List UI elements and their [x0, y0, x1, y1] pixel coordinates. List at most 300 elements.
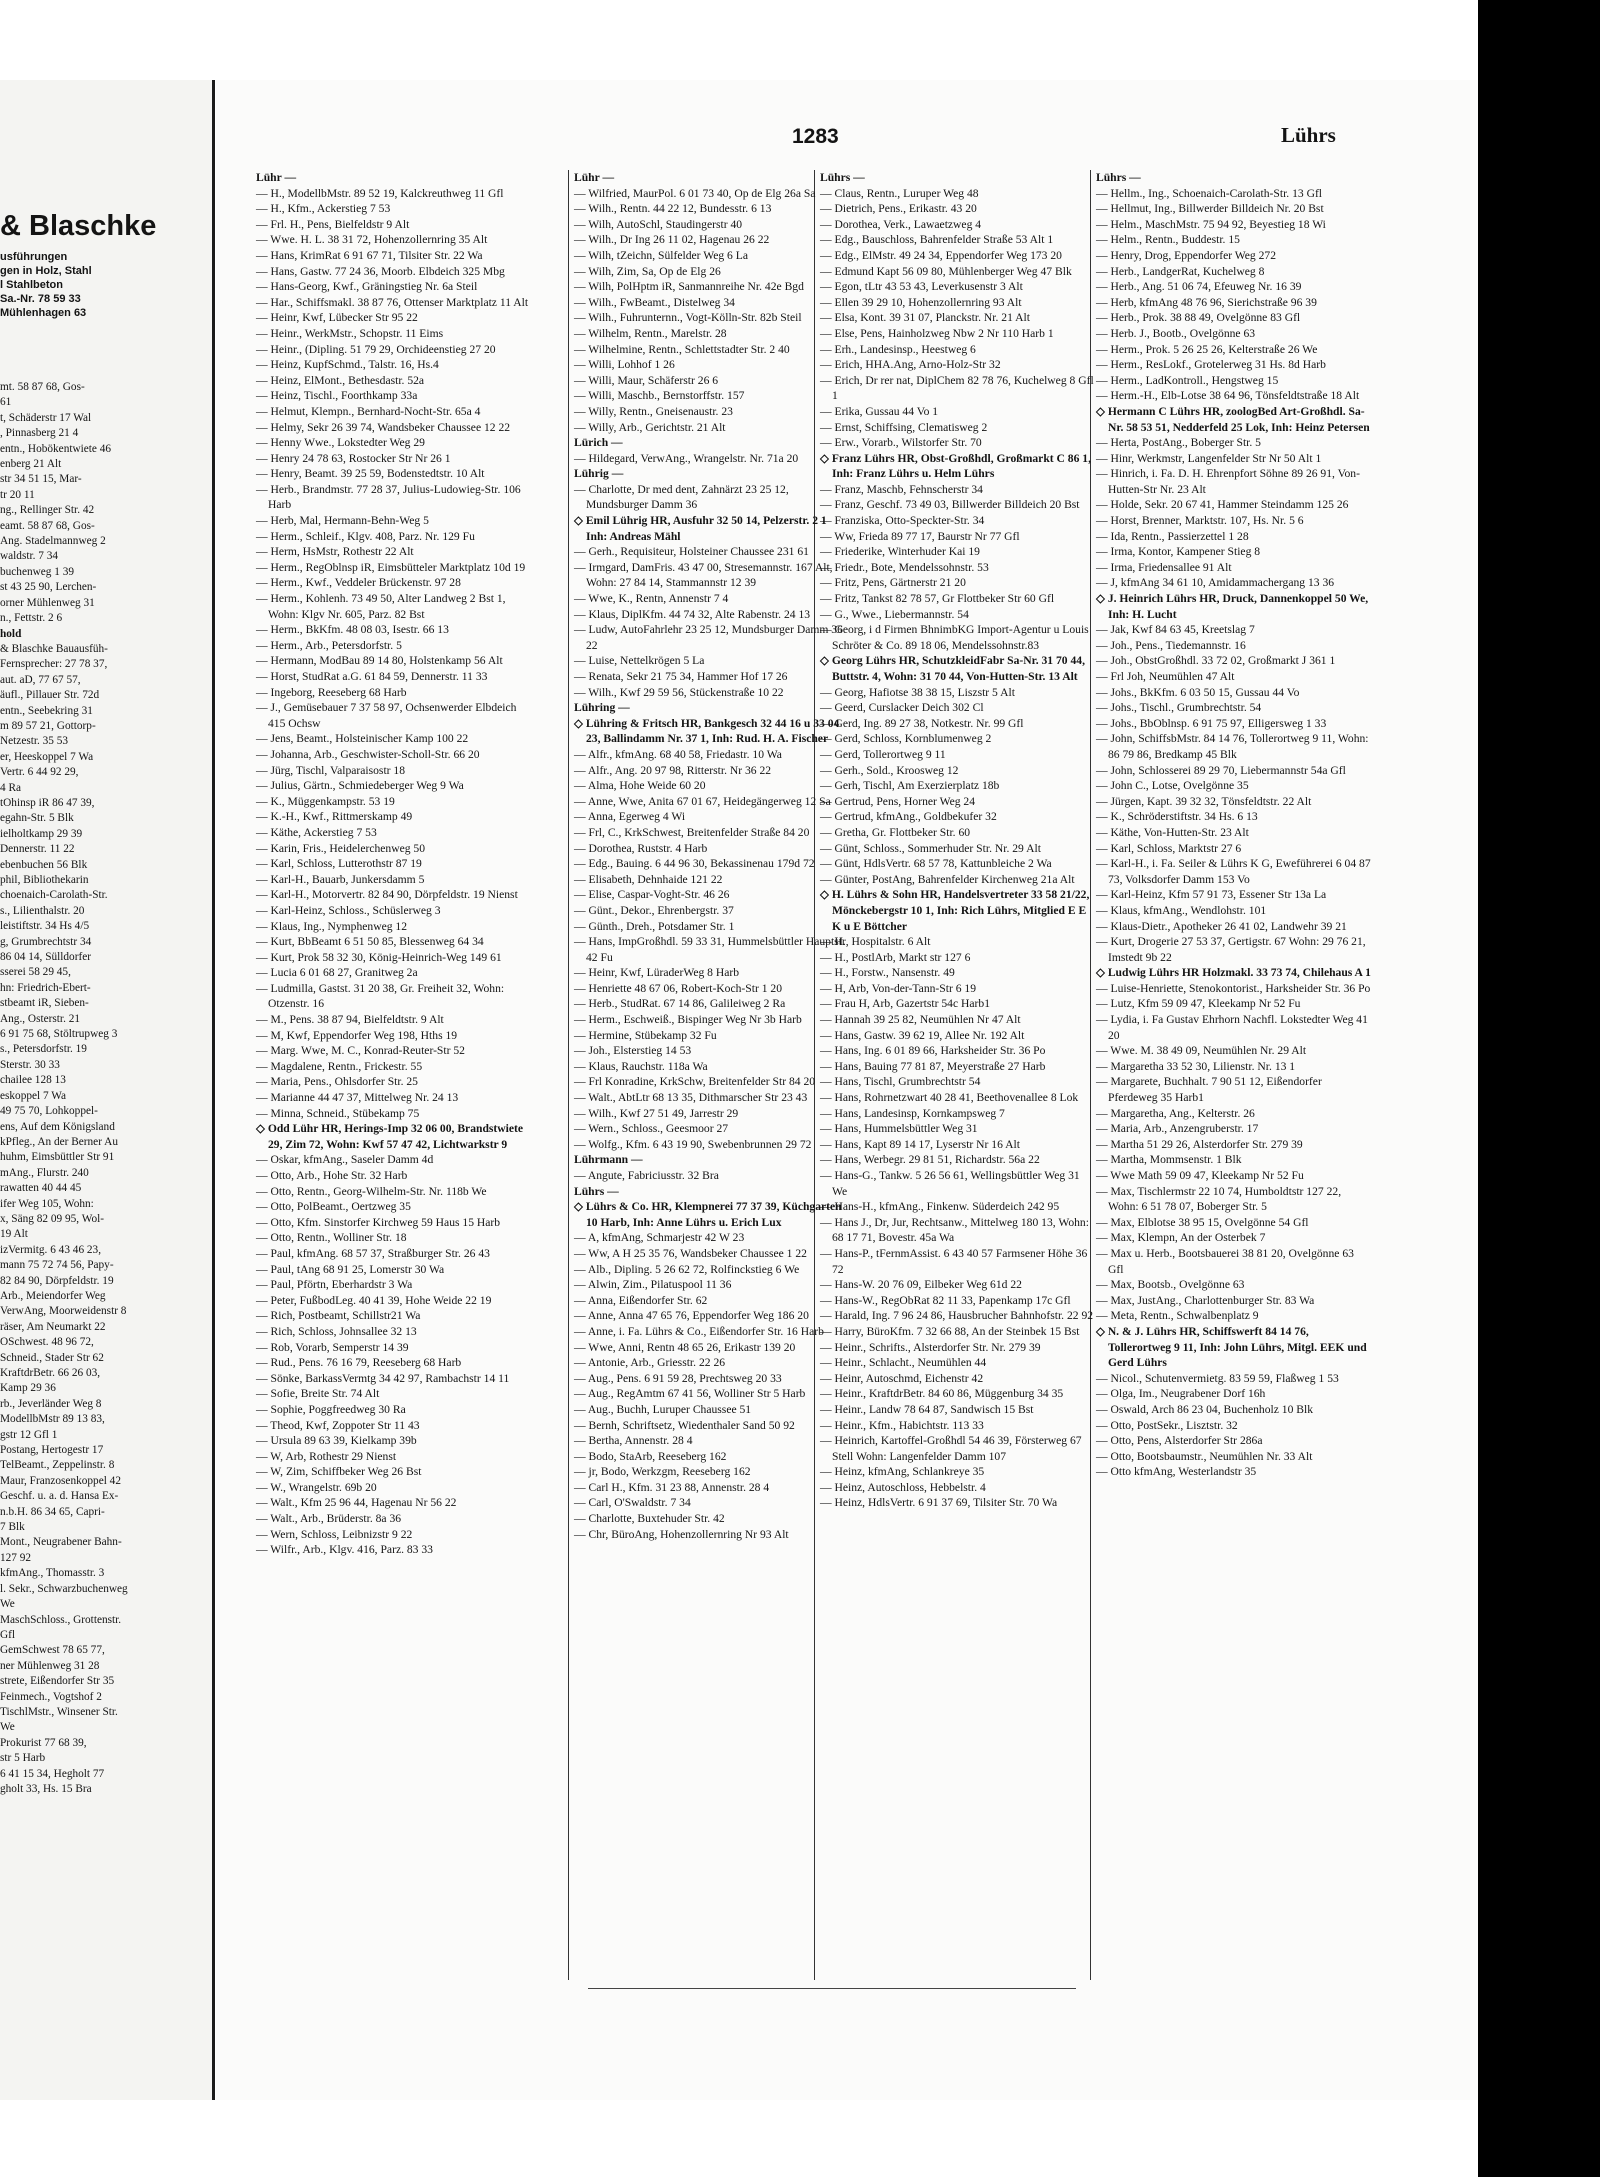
directory-entry: — Sofie, Breite Str. 74 Alt: [256, 1387, 380, 1401]
left-page-line: gstr 12 Gfl 1: [0, 1428, 58, 1441]
directory-entry: — Frl Konradine, KrkSchw, Breitenfelder Str 84 20: [574, 1075, 816, 1089]
directory-entry: — Egon, tLtr 43 53 43, Leverkusenstr 3 Alt: [820, 280, 1023, 294]
directory-entry: — Willy, Arb., Gerichtstr. 21 Alt: [574, 420, 726, 434]
directory-entry: — Gerh., Requisiteur, Holsteiner Chaussee 231 61: [574, 545, 809, 559]
left-ad-line: usführungen: [0, 251, 68, 263]
left-page-line: Gfl: [0, 1628, 16, 1641]
directory-entry: — Willi, Maur, Schäferstr 26 6: [574, 373, 719, 387]
directory-entry: — Rich, Schloss, Johnsallee 32 13: [256, 1324, 417, 1338]
directory-entry: — Heinr, Kwf, Lübecker Str 95 22: [256, 311, 418, 325]
directory-entry: — Heinr, Autoschmd, Eichenstr 42: [820, 1371, 984, 1385]
directory-entry: — Alfr., Ang. 20 97 98, Ritterstr. Nr 36 22: [574, 763, 772, 777]
left-page-line: waldstr. 7 34: [0, 550, 59, 563]
directory-entry: — H., Forstw., Nansenstr. 49: [820, 966, 955, 980]
left-page-line: str 34 51 15, Mar-: [0, 473, 82, 486]
directory-entry: — Edg., ElMstr. 49 24 34, Eppendorfer Weg 173 20: [820, 248, 1062, 262]
directory-entry: — Hellm., Ing., Schoenaich-Carolath-Str. 13 Gfl: [1096, 186, 1323, 200]
left-page-line: Ang., Osterstr. 21: [0, 1012, 81, 1025]
directory-entry: — Hans, Tischl, Grumbrechtstr 54: [820, 1075, 981, 1089]
firm-entry: ◇ Georg Lührs HR, SchutzkleidFabr Sa-Nr. 31 70 44, Buttstr. 4, Wohn: 31 70 44, Von-Hutten-Str. 13 Alt: [820, 654, 1085, 683]
left-page-line: Ang. Stadelmannweg 2: [0, 535, 106, 548]
directory-entry: — Elise, Caspar-Voght-Str. 46 26: [574, 888, 730, 902]
left-page-line: , Pinnasberg 21 4: [0, 427, 79, 440]
left-page-line: hold: [0, 627, 22, 640]
firm-entry: ◇ Ludwig Lührs HR Holzmakl. 33 73 74, Chilehaus A 1: [1096, 966, 1371, 980]
left-page-line: Vertr. 6 44 92 29,: [0, 766, 79, 779]
directory-entry: — Martha, Mommsenstr. 1 Blk: [1096, 1153, 1242, 1167]
directory-entry: — Heinz, kfmAng, Schlankreye 35: [820, 1465, 985, 1479]
directory-entry: — Herb, kfmAng 48 76 96, Sierichstraße 96 39: [1096, 295, 1317, 309]
directory-entry: — M., Pens. 38 87 94, Bielfeldtstr. 9 Alt: [256, 1013, 444, 1027]
left-page-line: s., Petersdorfstr. 19: [0, 1043, 87, 1056]
directory-entry: — Lutz, Kfm 59 09 47, Kleekamp Nr 52 Fu: [1096, 997, 1301, 1011]
left-ad-line: Mühlenhagen 63: [0, 307, 87, 319]
firm-entry: ◇ Emil Lührig HR, Ausfuhr 32 50 14, Pelzerstr. 2 1 Inh: Andreas Mähl: [574, 514, 827, 543]
directory-entry: — Frl. H., Pens, Bielfeldstr 9 Alt: [256, 217, 410, 231]
directory-entry: — Magdalene, Rentn., Frickestr. 55: [256, 1059, 423, 1073]
left-page-line: kfmAng., Thomasstr. 3: [0, 1567, 105, 1580]
directory-entry: — Alwin, Zim., Pilatuspool 11 36: [574, 1278, 732, 1292]
directory-page: [216, 80, 1478, 2100]
directory-entry: — Ludmilla, Gastst. 31 20 38, Gr. Freiheit 32, Wohn: Otzenstr. 16: [256, 981, 505, 1011]
left-page-line: st 43 25 90, Lerchen-: [0, 581, 97, 594]
directory-entry: — Wilh., Fuhrunternn., Vogt-Kölln-Str. 82b Steil: [574, 311, 802, 325]
directory-entry: — Hellmut, Ing., Billwerder Billdeich Nr. 20 Bst: [1096, 202, 1324, 216]
scanner-background: [1478, 0, 1600, 2177]
left-page-line: ifer Weg 105, Wohn:: [0, 1197, 94, 1210]
directory-entry: — Edg., Bauschloss, Bahrenfelder Straße 53 Alt 1: [820, 233, 1054, 247]
directory-entry: — Wilfr., Arb., Klgv. 416, Parz. 83 33: [256, 1543, 433, 1557]
left-page-line: We: [0, 1721, 15, 1734]
left-page-line: äufl., Pillauer Str. 72d: [0, 689, 100, 702]
left-page-line: 49 75 70, Lohkoppel-: [0, 1105, 98, 1118]
directory-entry: — Otto kfmAng, Westerlandstr 35: [1096, 1465, 1257, 1479]
directory-entry: — H., PostlArb, Markt str 127 6: [820, 950, 971, 964]
left-page-line: Fernsprecher: 27 78 37,: [0, 658, 108, 671]
directory-entry: — Nicol., Schutenvermietg. 83 59 59, Flaßweg 1 53: [1096, 1371, 1339, 1385]
directory-entry: — Hinr, Werkmstr, Langenfelder Str Nr 50 Alt 1: [1096, 451, 1322, 465]
left-page-line: 4 Ra: [0, 781, 22, 794]
directory-entry: — Joh., Elsterstieg 14 53: [574, 1044, 692, 1058]
left-page-line: x, Säng 82 09 95, Wol-: [0, 1212, 105, 1225]
directory-entry: — Günt, HdlsVertr. 68 57 78, Kattunbleiche 2 Wa: [820, 857, 1052, 871]
directory-entry: — Herm., BkKfm. 48 08 03, Isestr. 66 13: [256, 623, 449, 637]
directory-entry: — Gerh., Sold., Kroosweg 12: [820, 763, 959, 777]
firm-entry: ◇ Hermann C Lührs HR, zoologBed Art-Großhdl. Sa-Nr. 58 53 51, Nedderfeld 25 Lok, Inh: Heinz Petersen: [1096, 404, 1370, 434]
directory-entry: — Meta, Rentn., Schwalbenplatz 9: [1096, 1309, 1259, 1323]
directory-entry: — Erika, Gussau 44 Vo 1: [820, 404, 939, 418]
directory-entry: — Erw., Vorarb., Wilstorfer Str. 70: [820, 436, 982, 450]
directory-entry: — Gerd, Ing. 89 27 38, Notkestr. Nr. 99 Gfl: [820, 716, 1024, 730]
directory-entry: — W, Zim, Schiffbeker Weg 26 Bst: [256, 1465, 422, 1479]
directory-entry: — Henry 24 78 63, Rostocker Str Nr 26 1: [256, 451, 451, 465]
left-page-line: 6 91 75 68, Stöltrupweg 3: [0, 1028, 118, 1041]
directory-entry: — Herm., Kwf., Veddeler Brückenstr. 97 28: [256, 576, 461, 590]
directory-entry: — Klaus, Rauchstr. 118a Wa: [574, 1059, 708, 1073]
directory-entry: — Johanna, Arb., Geschwister-Scholl-Str. 66 20: [256, 747, 480, 761]
left-page-line: TelBeamt., Zeppelinstr. 8: [0, 1459, 115, 1472]
directory-entry: — Wilh, Zim, Sa, Op de Elg 26: [574, 264, 721, 278]
directory-entry: — Ursula 89 63 39, Kielkamp 39b: [256, 1434, 417, 1448]
directory-entry: — Marianne 44 47 37, Mittelweg Nr. 24 13: [256, 1091, 459, 1105]
left-page-line: g, Grumbrechtstr 34: [0, 935, 92, 948]
directory-entry: — Gerd, Schloss, Kornblumenweg 2: [820, 732, 992, 746]
directory-entry: — Heinr., KraftdrBetr. 84 60 86, Müggenburg 34 35: [820, 1387, 1064, 1401]
directory-entry: — Joh., Pens., Tiedemannstr. 16: [1096, 638, 1246, 652]
left-page-line: tOhinsp iR 86 47 39,: [0, 796, 95, 809]
directory-entry: — Herm., LadKontroll., Hengstweg 15: [1096, 373, 1279, 387]
directory-entry: — Otto, Kfm. Sinstorfer Kirchweg 59 Haus 15 Harb: [256, 1215, 501, 1229]
directory-entry: — Otto, Rentn., Wolliner Str. 18: [256, 1231, 407, 1245]
directory-entry: — Hermann, ModBau 89 14 80, Holstenkamp 56 Alt: [256, 654, 503, 668]
directory-entry: — K.-H., Kwf., Rittmerskamp 49: [256, 810, 413, 824]
directory-entry: — Georg, i d Firmen BhnimbKG Import-Agentur u Louis Schröter & Co. 89 18 06, Mendelssohnstr.83: [820, 623, 1089, 652]
directory-entry: — H, Arb, Von-der-Tann-Str 6 19: [820, 981, 976, 995]
left-page-line: Schneid., Stader Str 62: [0, 1351, 104, 1364]
directory-entry: — Jürgen, Kapt. 39 32 32, Tönsfeldtstr. 22 Alt: [1096, 794, 1312, 808]
left-page-line: GemSchwest 78 65 77,: [0, 1644, 105, 1657]
directory-entry: — Hans, ImpGroßhdl. 59 33 31, Hummelsbüttler Hauptstr 42 Fu: [574, 935, 846, 964]
directory-column-2: [574, 170, 849, 1542]
directory-entry: — Willy, Rentn., Gneisenaustr. 23: [574, 404, 733, 418]
directory-entry: — Heinz, Tischl., Foorthkamp 33a: [256, 389, 418, 403]
left-page-line: 6 41 15 34, Hegholt 77: [0, 1767, 105, 1780]
directory-entry: — Günter, PostAng, Bahrenfelder Kirchenweg 21a Alt: [820, 872, 1075, 886]
directory-entry: — Herb., Brandmstr. 77 28 37, Julius-Ludowieg-Str. 106 Harb: [256, 482, 521, 512]
directory-entry: — Claus, Rentn., Luruper Weg 48: [820, 186, 979, 200]
directory-entry: — Helmy, Sekr 26 39 74, Wandsbeker Chaussee 12 22: [256, 420, 511, 434]
directory-entry: — Otto, Arb., Hohe Str. 32 Harb: [256, 1169, 408, 1182]
left-page-line: TischlMstr., Winsener Str.: [0, 1705, 118, 1718]
directory-entry: — Hans, KrimRat 6 91 67 71, Tilsiter Str. 22 Wa: [256, 248, 483, 262]
directory-entry: — Erich, Dr rer nat, DiplChem 82 78 76, Kuchelweg 8 Gfl 1: [820, 373, 1094, 403]
directory-entry: — Helm., MaschMstr. 75 94 92, Beyestieg 18 Wi: [1096, 217, 1326, 231]
left-page-line: VerwAng, Moorweidenstr 8: [0, 1305, 127, 1318]
directory-entry: — Henry, Drog, Eppendorfer Weg 272: [1096, 248, 1277, 262]
directory-entry: — Herm., Kohlenh. 73 49 50, Alter Landweg 2 Bst 1, Wohn: Klgv Nr. 605, Parz. 82 Bst: [256, 592, 506, 621]
left-page-line: gholt 33, Hs. 15 Bra: [0, 1782, 92, 1795]
directory-entry: — Edmund Kapt 56 09 80, Mühlenberger Weg 47 Blk: [820, 264, 1072, 278]
left-page-line: ner Mühlenweg 31 28: [0, 1659, 100, 1672]
directory-entry: — Chr, BüroAng, Hohenzollernring Nr 93 Alt: [574, 1527, 789, 1541]
left-page-line: eskoppel 7 Wa: [0, 1089, 67, 1102]
left-page-line: m 89 57 21, Gottorp-: [0, 719, 96, 732]
directory-entry: — Karl-Heinz, Kfm 57 91 73, Essener Str 13a La: [1096, 888, 1327, 902]
left-page-line: KraftdrBetr. 66 26 03,: [0, 1367, 101, 1379]
directory-entry: — Aug., Pens. 6 91 59 28, Prechtsweg 20 33: [574, 1371, 782, 1385]
directory-entry: — Friederike, Winterhuder Kai 19: [820, 545, 980, 559]
directory-entry: — Charlotte, Dr med dent, Zahnärzt 23 25 12, Mundsburger Damm 36: [574, 482, 789, 512]
left-page-line: choenaich-Carolath-Str.: [0, 889, 108, 902]
firm-entry: ◇ Franz Lührs HR, Obst-Großhdl, Großmarkt C 86 1, Inh: Franz Lührs u. Helm Lührs: [820, 451, 1091, 481]
directory-entry: — Minna, Schneid., Stübekamp 75: [256, 1106, 420, 1120]
directory-entry: — Ww, A H 25 35 76, Wandsbeker Chaussee 1 22: [574, 1246, 807, 1260]
directory-entry: — Otto, PolBeamt., Oertzweg 35: [256, 1200, 411, 1214]
left-page-line: Postang, Hertogestr 17: [0, 1444, 104, 1457]
left-page-heading: & Blaschke: [0, 210, 157, 242]
left-page-line: Feinmech., Vogtshof 2: [0, 1690, 102, 1703]
directory-entry: — Max, Bootsb., Ovelgönne 63: [1096, 1278, 1245, 1292]
directory-entry: — Rud., Pens. 76 16 79, Reeseberg 68 Harb: [256, 1356, 462, 1370]
left-page-line: t, Schäderstr 17 Wal: [0, 411, 92, 424]
directory-entry: — Hans-Georg, Kwf., Gräningstieg Nr. 6a Steil: [256, 280, 478, 294]
directory-entry: — Erich, HHA.Ang, Arno-Holz-Str 32: [820, 358, 1001, 372]
directory-entry: — Hans-W., RegObRat 82 11 33, Papenkamp 17c Gfl: [820, 1293, 1071, 1307]
left-page-line: egahn-Str. 5 Blk: [0, 812, 74, 825]
left-page-line: Maur, Franzosenkoppel 42: [0, 1474, 121, 1487]
directory-entry: — Otto, Pens, Alsterdorfer Str 286a: [1096, 1434, 1263, 1448]
directory-entry: — Ida, Rentn., Passierzettel 1 28: [1096, 529, 1249, 543]
directory-entry: — H., Hospitalstr. 6 Alt: [820, 935, 931, 949]
directory-entry: — Klaus, kfmAng., Wendlohstr. 101: [1096, 903, 1267, 917]
directory-entry: — Herta, PostAng., Boberger Str. 5: [1096, 436, 1261, 450]
left-page-line: aut. aD, 77 67 57,: [0, 673, 81, 686]
directory-entry: — Aug., Buchh, Luruper Chaussee 51: [574, 1402, 752, 1416]
directory-entry: — Luise-Henriette, Stenokontorist., Harksheider Str. 36 Po: [1096, 981, 1371, 995]
left-page-line: 19 Alt: [0, 1228, 28, 1241]
directory-entry: — Margarete, Buchhalt. 7 90 51 12, Eißendorfer Pferdeweg 35 Harb1: [1096, 1075, 1322, 1105]
directory-entry: — Alb., Dipling. 5 26 62 72, Rolfinckstieg 6 We: [574, 1262, 800, 1276]
directory-entry: — Hildegard, VerwAng., Wrangelstr. Nr. 71a 20: [574, 451, 799, 465]
left-page-line: 61: [0, 396, 12, 409]
directory-entry: — Wilh., Kwf 29 59 56, Stückenstraße 10 22: [574, 685, 784, 699]
left-page-line: ng., Rellinger Str. 42: [0, 504, 95, 517]
directory-entry: — Wilhelm, Rentn., Marelstr. 28: [574, 326, 727, 340]
directory-entry: — Wwe. M. 38 49 09, Neumühlen Nr. 29 Alt: [1096, 1044, 1307, 1058]
directory-entry: — Hinrich, i. Fa. D. H. Ehrenpfort Söhne 89 26 91, Von-Hutten-Str Nr. 23 Alt: [1096, 467, 1360, 496]
directory-entry: — Paul, kfmAng. 68 57 37, Straßburger Str. 26 43: [256, 1246, 490, 1260]
directory-entry: — Kurt, BbBeamt 6 51 50 85, Blessenweg 64 34: [256, 935, 484, 949]
directory-entry: — Julius, Gärtn., Schmiedeberger Weg 9 Wa: [256, 779, 464, 793]
directory-entry: — Helm., Rentn., Buddestr. 15: [1096, 233, 1240, 247]
directory-entry: — Karl-H., Motorvertr. 82 84 90, Dörpfeldstr. 19 Nienst: [256, 888, 518, 902]
directory-entry: — Herb, Mal, Hermann-Behn-Weg 5: [256, 514, 429, 528]
directory-entry: — Heinz, KupfSchmd., Talstr. 16, Hs.4: [256, 358, 439, 372]
left-page-line: enberg 21 Alt: [0, 458, 62, 471]
left-page-line: Dennerstr. 11 22: [0, 843, 75, 856]
directory-entry: — Fritz, Tankst 82 78 57, Gr Flottbeker Str 60 Gfl: [820, 592, 1055, 606]
column-rule: [568, 170, 569, 1980]
directory-entry: — Henry, Beamt. 39 25 59, Bodenstedtstr. 10 Alt: [256, 467, 485, 481]
directory-entry: — Wolfg., Kfm. 6 43 19 90, Swebenbrunnen 29 72: [574, 1137, 812, 1151]
directory-entry: — Ww, Frieda 89 77 17, Baurstr Nr 77 Gfl: [820, 529, 1020, 543]
directory-entry: — Herb., Prok. 38 88 49, Ovelgönne 83 Gfl: [1096, 311, 1301, 325]
directory-entry: — jr, Bodo, Werkzgm, Reeseberg 162: [574, 1465, 751, 1479]
directory-entry: — Alfr., kfmAng. 68 40 58, Friedastr. 10 Wa: [574, 747, 782, 761]
left-page-line: l. Sekr., Schwarzbuchenweg: [0, 1582, 128, 1595]
directory-entry: — Hans, Gastw. 39 62 19, Allee Nr. 192 Alt: [820, 1028, 1025, 1042]
directory-entry: — Harry, BüroKfm. 7 32 66 88, An der Steinbek 15 Bst: [820, 1324, 1080, 1338]
directory-entry: — Wilh., Dr Ing 26 11 02, Hagenau 26 22: [574, 233, 770, 247]
directory-entry: — Karl-H., i. Fa. Seiler & Lührs K G, Eweführerei 6 04 87 73, Volksdorfer Damm 153 Vo: [1096, 857, 1371, 886]
directory-entry: — Wwe, Anni, Rentn 48 65 26, Erikastr 139 20: [574, 1340, 796, 1354]
left-page-ad-text: [0, 250, 212, 320]
directory-entry: — Hans-H., kfmAng., Finkenw. Süderdeich 242 95: [820, 1200, 1060, 1214]
directory-entry: — Karl, Schloss, Lutterothstr 87 19: [256, 857, 422, 871]
directory-entry: — W., Wrangelstr. 69b 20: [256, 1480, 377, 1494]
directory-entry: — Hans, Kapt 89 14 17, Lyserstr Nr 16 Alt: [820, 1137, 1020, 1151]
left-ad-line: gen in Holz, Stahl: [0, 265, 92, 277]
directory-entry: — Heinr., Kfm., Habichtstr. 113 33: [820, 1418, 984, 1432]
directory-entry: — Carl, O'Swaldstr. 7 34: [574, 1496, 691, 1510]
directory-entry: — Wilh, AutoSchl, Staudingerstr 40: [574, 217, 743, 231]
directory-entry: — Wilh, PolHptm iR, Sanmannreihe Nr. 42e Bgd: [574, 280, 804, 294]
directory-entry: — Fritz, Pens, Gärtnerstr 21 20: [820, 576, 966, 590]
left-page-line: kPfleg., An der Berner Au: [0, 1135, 118, 1148]
directory-entry: — Har., Schiffsmakl. 38 87 76, Ottenser Marktplatz 11 Alt: [256, 295, 529, 309]
left-page-line: mt. 58 87 68, Gos-: [0, 381, 85, 393]
directory-entry: — Ernst, Schiffsing, Clematisweg 2: [820, 420, 988, 434]
directory-column-3: [820, 170, 1095, 1511]
directory-entry: — Hans, Gastw. 77 24 36, Moorb. Elbdeich 325 Mbg: [256, 264, 505, 278]
directory-entry: — Wern., Schloss., Geesmoor 27: [574, 1122, 729, 1136]
directory-entry: — Otto, PostSekr., Lisztstr. 32: [1096, 1418, 1238, 1432]
surname-heading: Lühr —: [574, 171, 615, 184]
directory-entry: — Walt., Arb., Brüderstr. 8a 36: [256, 1512, 402, 1526]
directory-entry: — Else, Pens, Hainholzweg Nbw 2 Nr 110 Harb 1: [820, 326, 1054, 340]
directory-entry: — Marg. Wwe, M. C., Konrad-Reuter-Str 52: [256, 1044, 465, 1058]
left-page-line: leistiftstr. 34 Hs 4/5: [0, 920, 90, 933]
left-page-line: hn: Friedrich-Ebert-: [0, 981, 91, 994]
left-page-line: Mont., Neugrabener Bahn-: [0, 1536, 122, 1549]
directory-entry: — Herm, HsMstr, Rothestr 22 Alt: [256, 545, 414, 559]
left-page-line: 82 84 90, Dörpfeldstr. 19: [0, 1274, 114, 1287]
directory-entry: — Karl-Heinz, Schloss., Schüslerweg 3: [256, 903, 441, 917]
directory-entry: — Max, Klempn, An der Osterbek 7: [1096, 1231, 1266, 1245]
directory-entry: — Harald, Ing. 7 96 24 86, Hausbrucher Bahnhofstr. 22 92: [820, 1309, 1094, 1323]
directory-entry: — H., ModellbMstr. 89 52 19, Kalckreuthweg 11 Gfl: [256, 186, 504, 200]
directory-entry: — Elisabeth, Dehnhaide 121 22: [574, 872, 723, 886]
surname-heading: Lührig —: [574, 467, 624, 481]
left-page-line: stbeamt iR, Sieben-: [0, 997, 89, 1010]
directory-entry: — Hans-W. 20 76 09, Eilbeker Weg 61d 22: [820, 1278, 1022, 1292]
directory-entry: — Ludw, AutoFahrlehr 23 25 12, Mundsburger Damm 36 22: [574, 623, 843, 652]
left-page-line: entn., Hobökentwiete 46: [0, 442, 112, 455]
directory-entry: — Hans, Landesinsp, Kornkampsweg 7: [820, 1106, 1005, 1120]
directory-entry: — Hans, Werbegr. 29 81 51, Richardstr. 56a 22: [820, 1153, 1040, 1167]
directory-entry: — Wilh, tZeichn, Sülfelder Weg 6 La: [574, 248, 748, 262]
left-page-line: huhm, Eimsbüttler Str 91: [0, 1151, 115, 1164]
directory-entry: — Helmut, Klempn., Bernhard-Nocht-Str. 65a 4: [256, 404, 481, 418]
left-page-line: 86 04 14, Sülldorfer: [0, 951, 91, 964]
directory-entry: — Dorothea, Verk., Lawaetzweg 4: [820, 217, 982, 231]
directory-entry: — Hermine, Stübekamp 32 Fu: [574, 1028, 717, 1042]
directory-entry: — Günth., Dreh., Potsdamer Str. 1: [574, 919, 735, 933]
directory-entry: — Heinz, Autoschloss, Hebbelstr. 4: [820, 1480, 986, 1494]
directory-entry: — Bertha, Annenstr. 28 4: [574, 1434, 693, 1448]
directory-entry: — Herm., RegOblnsp iR, Eimsbütteler Marktplatz 10d 19: [256, 560, 526, 574]
surname-heading: Lühring —: [574, 701, 630, 715]
directory-entry: — Lydia, i. Fa Gustav Ehrhorn Nachfl. Lokstedter Weg 41 20: [1096, 1013, 1368, 1042]
left-page-line: chailee 128 13: [0, 1074, 66, 1087]
directory-entry: — Joh., ObstGroßhdl. 33 72 02, Großmarkt J 361 1: [1096, 654, 1336, 668]
surname-heading: Lührmann —: [574, 1153, 643, 1167]
directory-entry: — G., Wwe., Liebermannstr. 54: [820, 607, 969, 621]
firm-entry: ◇ N. & J. Lührs HR, Schiffswerft 84 14 76, Tollerortweg 9 11, Inh: John Lührs, Mitgl. EEK und Gerd Lührs: [1096, 1324, 1367, 1370]
surname-heading: Lürich —: [574, 436, 623, 450]
directory-entry: — Käthe, Von-Hutten-Str. 23 Alt: [1096, 825, 1249, 839]
directory-entry: — Heinr, Kwf, LüraderWeg 8 Harb: [574, 966, 740, 980]
directory-entry: — Hans-G., Tankw. 5 26 56 61, Wellingsbüttler Weg 31 We: [820, 1169, 1080, 1198]
left-page-line: izVermitg. 6 43 46 23,: [0, 1243, 102, 1256]
directory-entry: — Franz, Geschf. 73 49 03, Billwerder Billdeich 20 Bst: [820, 498, 1080, 512]
directory-entry: — Otto, Bootsbaumstr., Neumühlen Nr. 33 Alt: [1096, 1449, 1313, 1463]
directory-entry: — Horst, StudRat a.G. 61 84 59, Dennerstr. 11 33: [256, 670, 488, 683]
directory-entry: — A, kfmAng, Schmarjestr 42 W 23: [574, 1231, 745, 1245]
directory-entry: — Walt., AbtLtr 68 13 35, Dithmarscher Str 23 43: [574, 1091, 808, 1105]
firm-entry: ◇ Lühring & Fritsch HR, Bankgesch 32 44 16 u 33 04 23, Ballindamm Nr. 37 1, Inh: Rud. H. A. Fischer: [574, 716, 840, 746]
left-page-line: ielholtkamp 29 39: [0, 827, 83, 840]
directory-entry: — Olga, Im., Neugrabener Dorf 16h: [1096, 1387, 1266, 1401]
directory-entry: — Rob, Vorarb, Semperstr 14 39: [256, 1340, 409, 1354]
directory-entry: — Klaus, DiplKfm. 44 74 32, Alte Rabenstr. 24 13: [574, 607, 811, 621]
directory-entry: — Gerh, Tischl, Am Exerzierplatz 18b: [820, 779, 1000, 793]
directory-entry: — Henriette 48 67 06, Robert-Koch-Str 1 20: [574, 981, 783, 995]
directory-entry: — Herb., LandgerRat, Kuchelweg 8: [1096, 264, 1265, 278]
directory-entry: — Jak, Kwf 84 63 45, Kreetslag 7: [1096, 623, 1255, 637]
directory-entry: — Irmgard, DamFris. 43 47 00, Stresemannstr. 167 Alt, Wohn: 27 84 14, Stammannstr 12 39: [574, 560, 833, 590]
directory-entry: — Maria, Arb., Anzengruberstr. 17: [1096, 1122, 1259, 1136]
directory-entry: — Willi, Maschb., Bernstorffstr. 157: [574, 389, 745, 403]
firm-entry: ◇ Odd Lühr HR, Herings-Imp 32 06 00, Brandstwiete 29, Zim 72, Wohn: Kwf 57 47 42, Lichtwarkstr 9: [256, 1122, 524, 1151]
directory-entry: — Max u. Herb., Bootsbauerei 38 81 20, Ovelgönne 63 Gfl: [1096, 1246, 1354, 1276]
directory-entry: — John, SchiffsbMstr. 84 14 76, Tollerortweg 9 11, Wohn: 86 79 86, Bredkamp 45 Blk: [1096, 732, 1369, 761]
directory-entry: — Wilh., Kwf 27 51 49, Jarrestr 29: [574, 1106, 739, 1120]
directory-entry: — Karin, Fris., Heidelerchenweg 50: [256, 841, 426, 855]
left-page-line: mAng., Flurstr. 240: [0, 1166, 89, 1179]
directory-entry: — Carl H., Kfm. 31 23 88, Annenstr. 28 4: [574, 1480, 770, 1494]
directory-entry: — Hans, Ing. 6 01 89 66, Harksheider Str. 36 Po: [820, 1044, 1046, 1058]
directory-entry: — Paul, tAng 68 91 25, Lomerstr 30 Wa: [256, 1262, 445, 1276]
directory-entry: — Gertrud, kfmAng., Goldbekufer 32: [820, 810, 997, 824]
directory-entry: — Wwe, K., Rentn, Annenstr 7 4: [574, 592, 729, 606]
directory-entry: — Bernh, Schriftsetz, Wiedenthaler Sand 50 92: [574, 1418, 795, 1432]
directory-entry: — Wilhelmine, Rentn., Schlettstadter Str. 2 40: [574, 342, 790, 356]
directory-entry: — Oswald, Arch 86 23 04, Buchenholz 10 Blk: [1096, 1402, 1314, 1416]
directory-entry: — K., Schröderstiftstr. 34 Hs. 6 13: [1096, 810, 1258, 824]
directory-entry: — Wilfried, MaurPol. 6 01 73 40, Op de Elg 26a Sa: [574, 186, 816, 200]
left-page-line: Sterstr. 30 33: [0, 1058, 60, 1071]
directory-entry: — Herm., Eschweiß., Bispinger Weg Nr 3b Harb: [574, 1013, 802, 1027]
directory-entry: — Johs., Tischl., Grumbrechtstr. 54: [1096, 701, 1262, 715]
directory-entry: — Heinr., Schrifts., Alsterdorfer Str. Nr. 279 39: [820, 1340, 1041, 1354]
directory-entry: — Irma, Friedensallee 91 Alt: [1096, 560, 1232, 574]
directory-entry: — Sönke, BarkassVermtg 34 42 97, Rambachstr 14 11: [256, 1371, 510, 1385]
directory-entry: — Luise, Nettelkrögen 5 La: [574, 654, 705, 668]
directory-entry: — Anne, Wwe, Anita 67 01 67, Heidegängerweg 12 Sa: [574, 794, 831, 808]
directory-entry: — Max, Tischlermstr 22 10 74, Humboldtstr 127 22, Wohn: 6 51 78 07, Boberger Str. 5: [1096, 1184, 1342, 1214]
directory-entry: — Wern, Schloss, Leibnizstr 9 22: [256, 1527, 413, 1541]
surname-heading: Lührs —: [820, 171, 865, 184]
left-page-line: Kamp 29 36: [0, 1382, 56, 1395]
directory-entry: — J., Gemüsebauer 7 37 58 97, Ochsenwerder Elbdeich 415 Ochsw: [256, 701, 517, 730]
directory-entry: — Dorothea, Ruststr. 4 Harb: [574, 841, 708, 855]
directory-entry: — Anna, Eißendorfer Str. 62: [574, 1293, 708, 1307]
directory-entry: — Georg, Hafiotse 38 38 15, Liszstr 5 Alt: [820, 685, 1015, 699]
surname-heading: Lührs —: [1096, 171, 1141, 184]
directory-entry: — Frl Joh, Neumühlen 47 Alt: [1096, 670, 1235, 683]
directory-entry: — Klaus, Ing., Nymphenweg 12: [256, 919, 408, 933]
left-page-lines: [0, 380, 212, 1797]
directory-entry: — Herb., Ang. 51 06 74, Efeuweg Nr. 16 39: [1096, 280, 1302, 294]
left-page-line: MaschSchloss., Grottenstr.: [0, 1613, 122, 1626]
directory-entry: — Heinr., Schlacht., Neumühlen 44: [820, 1356, 987, 1370]
directory-entry: — Frau H, Arb, Gazertstr 54c Harb1: [820, 997, 990, 1011]
directory-entry: — Max, JustAng., Charlottenburger Str. 83 Wa: [1096, 1293, 1315, 1307]
directory-entry: — Herm., ResLokf., Grotelerweg 31 Hs. 8d Harb: [1096, 358, 1326, 372]
left-page-line: rawatten 40 44 45: [0, 1182, 82, 1195]
directory-entry: — Hans-P., tFernmAssist. 6 43 40 57 Farmsener Höhe 36 72: [820, 1246, 1088, 1276]
